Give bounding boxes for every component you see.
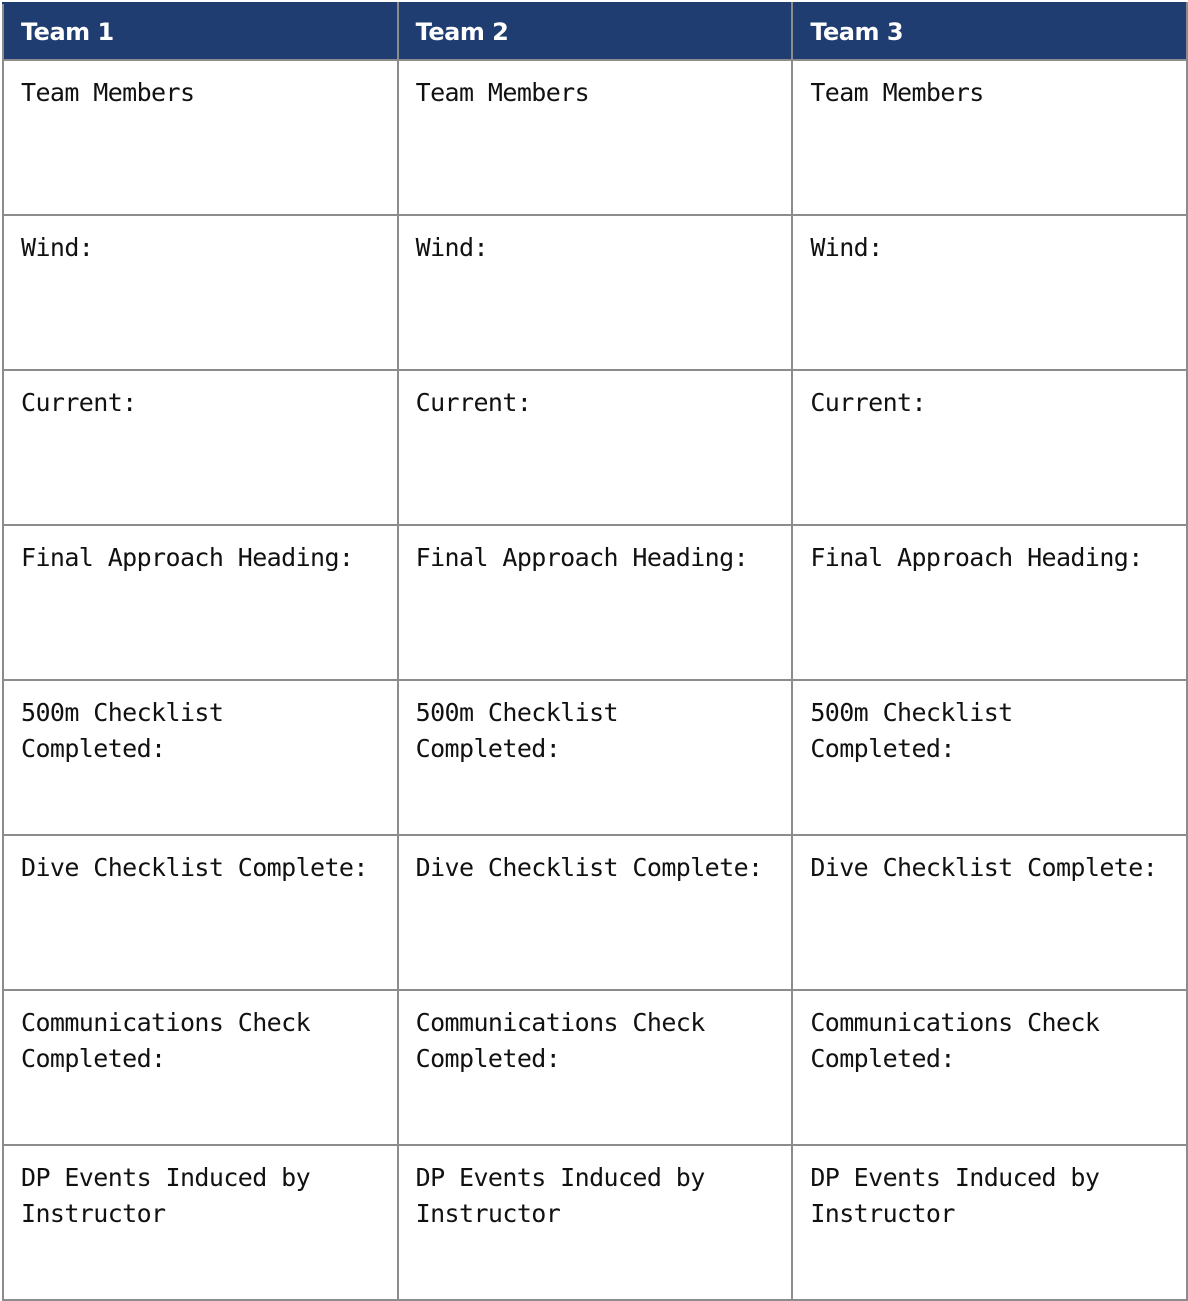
team-2-current-cell[interactable] — [398, 370, 793, 525]
team-checklist-sheet — [2, 2, 1186, 1294]
team-3-500m-checklist-cell[interactable] — [792, 680, 1187, 835]
team-3-wind-cell[interactable] — [792, 215, 1187, 370]
field-label: Dive Checklist Complete: — [415, 853, 763, 882]
field-label: 500m Checklist Completed: — [810, 698, 1013, 763]
table-row — [3, 215, 1187, 370]
table-row — [3, 680, 1187, 835]
team-1-current-cell[interactable] — [3, 370, 398, 525]
field-label: Team Members — [810, 78, 984, 107]
team-2-dive-checklist-cell[interactable] — [398, 835, 793, 990]
field-label: DP Events Induced by Instructor — [21, 1163, 311, 1228]
team-3-team-members-cell[interactable] — [792, 60, 1187, 215]
team-3-current-cell[interactable] — [792, 370, 1187, 525]
team-1-wind-cell[interactable] — [3, 215, 398, 370]
field-label: 500m Checklist Completed: — [415, 698, 618, 763]
header-row — [3, 3, 1187, 60]
team-1-team-members-cell[interactable] — [3, 60, 398, 215]
field-label: Communications Check Completed: — [21, 1008, 311, 1073]
team-2-header: Team 2 — [398, 3, 793, 60]
team-checklist-table — [2, 2, 1188, 1301]
field-label: Final Approach Heading: — [810, 543, 1143, 572]
table-row — [3, 370, 1187, 525]
team-3-final-approach-heading-cell[interactable] — [792, 525, 1187, 680]
team-3-dp-events-cell[interactable] — [792, 1145, 1187, 1300]
field-label: Wind: — [21, 233, 94, 262]
table-row — [3, 990, 1187, 1145]
table-row — [3, 835, 1187, 990]
team-1-500m-checklist-cell[interactable] — [3, 680, 398, 835]
team-2-wind-cell[interactable] — [398, 215, 793, 370]
team-2-team-members-cell[interactable] — [398, 60, 793, 215]
team-3-communications-check-cell[interactable] — [792, 990, 1187, 1145]
field-label: Current: — [21, 388, 137, 417]
table-row — [3, 1145, 1187, 1300]
team-2-final-approach-heading-cell[interactable] — [398, 525, 793, 680]
field-label: Current: — [810, 388, 926, 417]
field-label: DP Events Induced by Instructor — [810, 1163, 1100, 1228]
team-1-dive-checklist-cell[interactable] — [3, 835, 398, 990]
field-label: Wind: — [810, 233, 883, 262]
table-row — [3, 60, 1187, 215]
field-label: Communications Check Completed: — [415, 1008, 705, 1073]
checklist-rows — [3, 60, 1187, 1300]
field-label: Communications Check Completed: — [810, 1008, 1100, 1073]
team-1-final-approach-heading-cell[interactable] — [3, 525, 398, 680]
field-label: Final Approach Heading: — [415, 543, 749, 572]
team-1-communications-check-cell[interactable] — [3, 990, 398, 1145]
team-3-dive-checklist-cell[interactable] — [792, 835, 1187, 990]
team-1-header: Team 1 — [3, 3, 398, 60]
field-label: Team Members — [21, 78, 195, 107]
team-2-dp-events-cell[interactable] — [398, 1145, 793, 1300]
team-3-header: Team 3 — [792, 3, 1187, 60]
field-label: DP Events Induced by Instructor — [415, 1163, 705, 1228]
field-label: Team Members — [415, 78, 590, 107]
team-2-communications-check-cell[interactable] — [398, 990, 793, 1145]
field-label: Final Approach Heading: — [21, 543, 354, 572]
field-label: Dive Checklist Complete: — [810, 853, 1158, 882]
team-2-500m-checklist-cell[interactable] — [398, 680, 793, 835]
table-row — [3, 525, 1187, 680]
field-label: Current: — [415, 388, 532, 417]
team-1-dp-events-cell[interactable] — [3, 1145, 398, 1300]
field-label: Dive Checklist Complete: — [21, 853, 368, 882]
field-label: 500m Checklist Completed: — [21, 698, 224, 763]
field-label: Wind: — [415, 233, 488, 262]
